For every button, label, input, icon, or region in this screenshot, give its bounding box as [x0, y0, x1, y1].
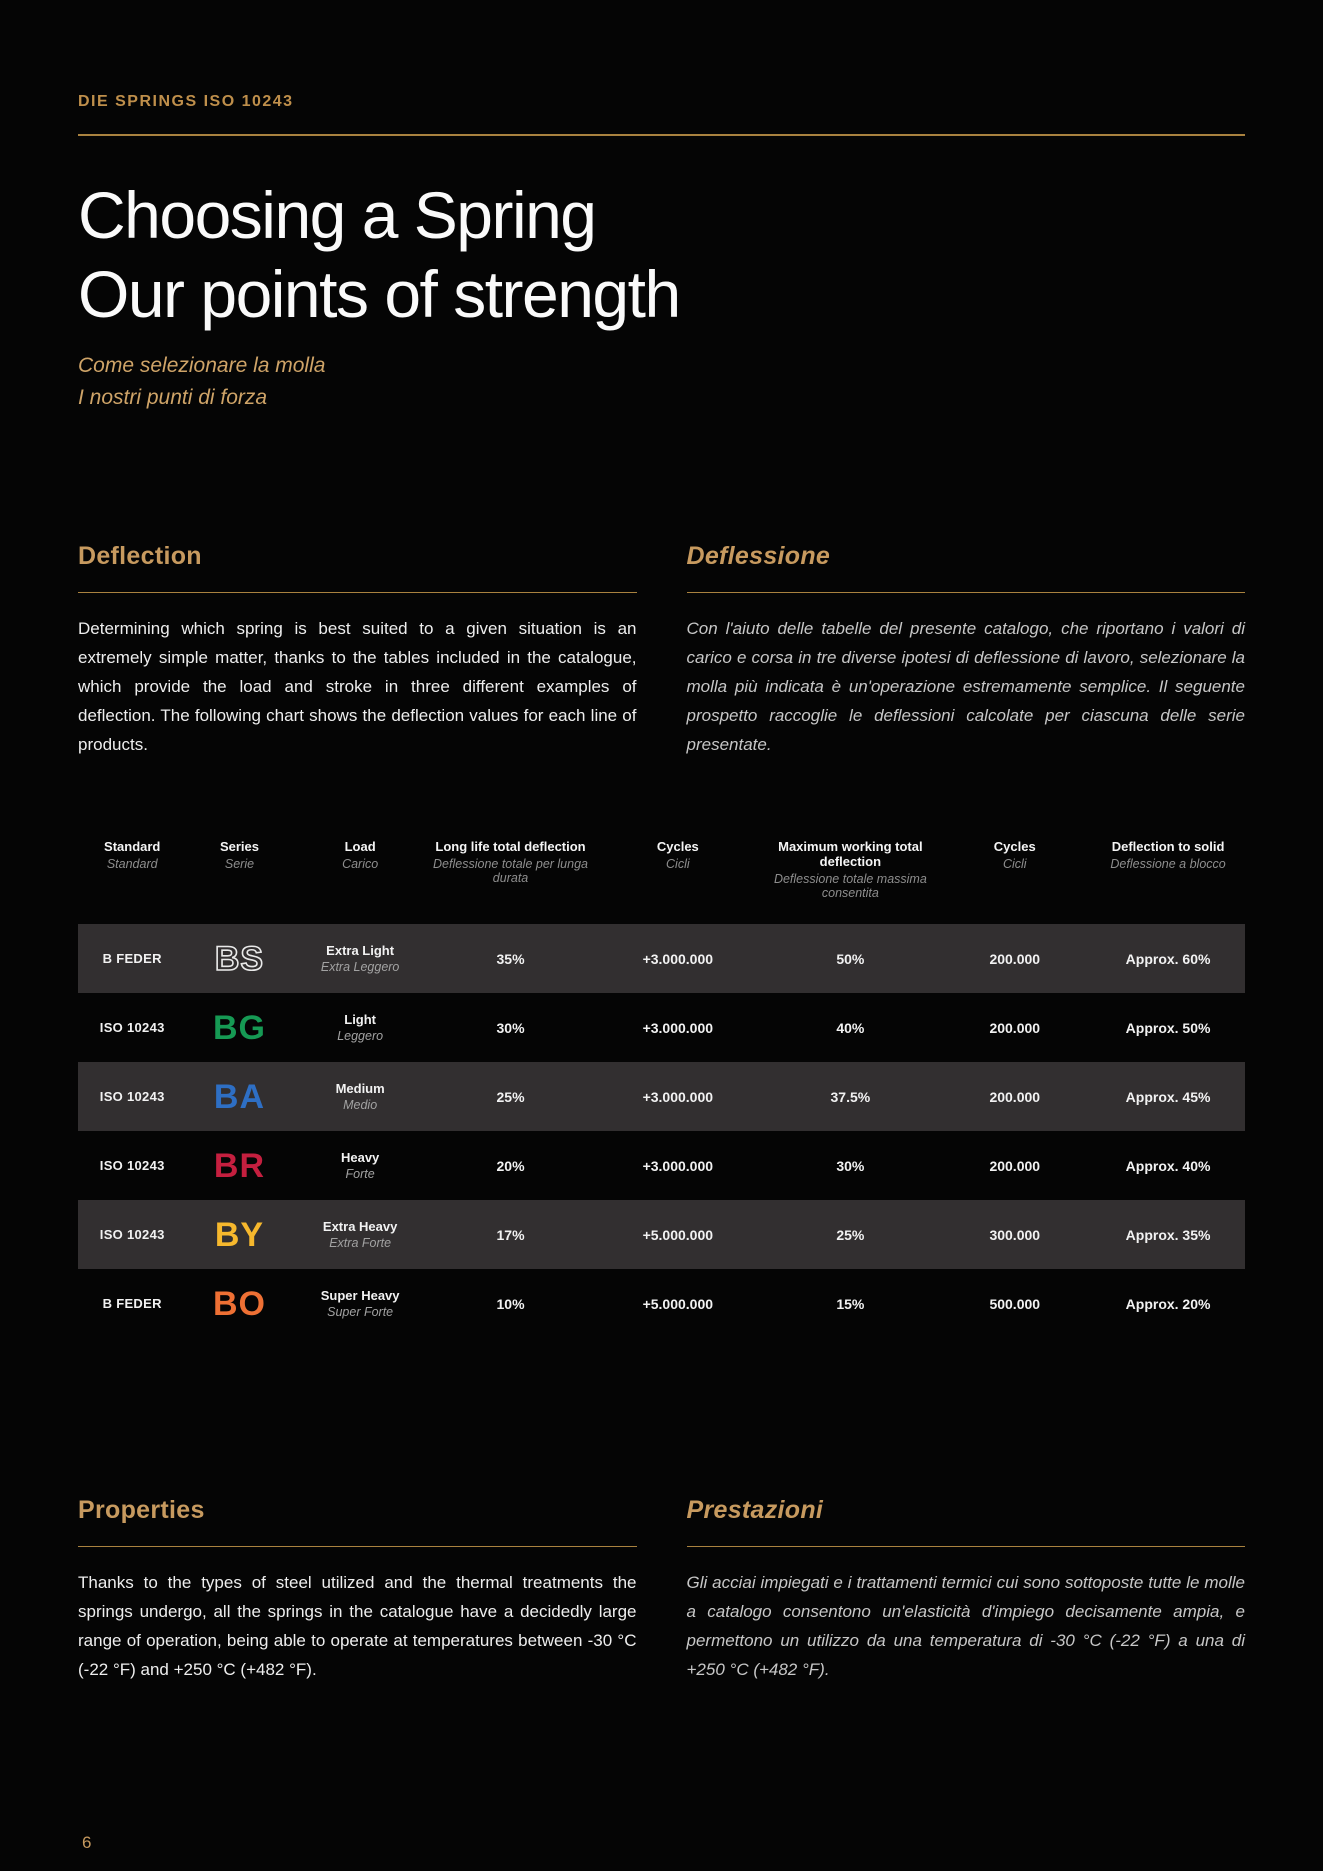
- cycles-max-value: 200.000: [989, 1019, 1041, 1036]
- col-header-cycles-long-life: Cycles Cicli: [656, 839, 699, 872]
- standard-value: ISO 10243: [99, 1089, 165, 1105]
- deflection-heading-it: Deflessione: [686, 542, 831, 571]
- table-row-bg: [78, 993, 1245, 1062]
- long-life-deflection-value: 25%: [496, 1088, 525, 1105]
- properties-section: [78, 1496, 1245, 1684]
- deflection-to-solid-value: Approx. 20%: [1125, 1295, 1211, 1312]
- load-it: Extra Leggero: [320, 960, 400, 975]
- page-subtitle-line1: Come selezionare la molla: [78, 354, 326, 378]
- header-rule: [78, 134, 1245, 136]
- table-row-by: [78, 1200, 1245, 1269]
- max-working-deflection-value: 25%: [836, 1226, 865, 1243]
- max-working-deflection-value: 40%: [836, 1019, 865, 1036]
- long-life-deflection-value: 30%: [496, 1019, 525, 1036]
- col-header-max-working-deflection: Maximum working total deflection Deflessione totale massima consentita: [773, 839, 927, 901]
- standard-value: ISO 10243: [99, 1158, 165, 1174]
- deflection-table: [78, 839, 1245, 1338]
- deflection-en-column: [78, 542, 637, 759]
- deflection-section: [78, 542, 1245, 759]
- series-badge-bs: BS: [214, 939, 265, 978]
- load-en: Extra Heavy: [322, 1219, 398, 1235]
- standard-value: B FEDER: [102, 1296, 162, 1312]
- standard-value: ISO 10243: [99, 1227, 165, 1243]
- properties-heading-it: Prestazioni: [686, 1496, 824, 1525]
- properties-rule-it: [687, 1546, 1246, 1547]
- properties-body-en: Thanks to the types of steel utilized and the thermal treatments the springs undergo, all the springs in the catalogue have a decidedly large range of operation, being able to operate at temperatures between -30 °C (-22 °F) and +250 °C (+482 °F).: [78, 1573, 637, 1680]
- deflection-to-solid-value: Approx. 35%: [1125, 1226, 1211, 1243]
- max-working-deflection-value: 30%: [836, 1157, 865, 1174]
- col-header-load: Load Carico: [342, 839, 379, 872]
- series-badge-bg: BG: [212, 1008, 266, 1047]
- standard-value: ISO 10243: [99, 1020, 165, 1036]
- cycles-long-value: +5.000.000: [642, 1226, 714, 1243]
- table-header-row: [78, 839, 1245, 900]
- cycles-max-value: 500.000: [989, 1295, 1041, 1312]
- deflection-it-column: [687, 542, 1246, 759]
- properties-body-it: Gli acciai impiegati e i trattamenti termici cui sono sottoposte tutte le molle a catalogo consentono un'elasticità d'impiego decisamente ampia, e permettono un utilizzo da una temperatura di -30 °C (-22 °F) a una di +250 °C (+482 °F).: [686, 1573, 1245, 1680]
- col-header-series: Series Serie: [219, 839, 259, 872]
- deflection-rule-it: [687, 592, 1246, 593]
- cycles-max-value: 200.000: [989, 950, 1041, 967]
- table-row-bs: [78, 924, 1245, 993]
- long-life-deflection-value: 20%: [496, 1157, 525, 1174]
- page-title-line2: Our points of strength: [78, 257, 680, 332]
- load-en: Extra Light: [326, 943, 395, 959]
- table-row-br: [78, 1131, 1245, 1200]
- standard-value: B FEDER: [102, 951, 162, 967]
- load-it: Forte: [345, 1167, 375, 1182]
- page-title: [78, 176, 1245, 334]
- max-working-deflection-value: 15%: [836, 1295, 865, 1312]
- max-working-deflection-value: 37.5%: [830, 1088, 871, 1105]
- deflection-rule-en: [78, 592, 637, 593]
- load-en: Light: [344, 1012, 377, 1028]
- load-en: Heavy: [340, 1150, 380, 1166]
- load-it: Super Forte: [327, 1305, 394, 1320]
- cycles-max-value: 200.000: [989, 1088, 1041, 1105]
- load-en: Medium: [335, 1081, 385, 1097]
- series-badge-by: BY: [214, 1215, 265, 1254]
- page-subtitle: [78, 350, 1245, 414]
- table-row-bo: [78, 1269, 1245, 1338]
- series-badge-br: BR: [213, 1146, 266, 1185]
- cycles-max-value: 300.000: [989, 1226, 1041, 1243]
- deflection-to-solid-value: Approx. 40%: [1125, 1157, 1211, 1174]
- properties-en-column: [78, 1496, 637, 1684]
- deflection-to-solid-value: Approx. 60%: [1125, 950, 1211, 967]
- col-header-standard: Standard Standard: [104, 839, 161, 872]
- load-it: Extra Forte: [329, 1236, 392, 1251]
- series-badge-ba: BA: [213, 1077, 266, 1116]
- deflection-body-it: Con l'aiuto delle tabelle del presente catalogo, che riportano i valori di carico e corsa in tre diverse ipotesi di deflessione di lavoro, selezionare la molla più indicata è un'operazione estremamente semplice. Il seguente prospetto raccoglie le deflessioni calcolate per ciascuna delle serie presentate.: [686, 619, 1245, 755]
- page-title-line1: Choosing a Spring: [78, 178, 596, 252]
- long-life-deflection-value: 10%: [496, 1295, 525, 1312]
- page-number: 6: [82, 1833, 92, 1852]
- page-kicker: DIE SPRINGS ISO 10243: [78, 93, 294, 110]
- long-life-deflection-value: 35%: [496, 950, 525, 967]
- long-life-deflection-value: 17%: [496, 1226, 525, 1243]
- cycles-max-value: 200.000: [989, 1157, 1041, 1174]
- page-subtitle-line2: I nostri punti di forza: [78, 386, 268, 410]
- properties-it-column: [687, 1496, 1246, 1684]
- max-working-deflection-value: 50%: [836, 950, 865, 967]
- deflection-to-solid-value: Approx. 45%: [1125, 1088, 1211, 1105]
- cycles-long-value: +3.000.000: [642, 950, 714, 967]
- col-header-long-life-deflection: Long life total deflection Deflessione totale per lunga durata: [433, 839, 588, 886]
- load-it: Leggero: [337, 1029, 384, 1044]
- deflection-heading-en: Deflection: [78, 542, 202, 571]
- table-row-ba: [78, 1062, 1245, 1131]
- cycles-long-value: +3.000.000: [642, 1157, 714, 1174]
- cycles-long-value: +3.000.000: [642, 1019, 714, 1036]
- cycles-long-value: +5.000.000: [642, 1295, 714, 1312]
- cycles-long-value: +3.000.000: [642, 1088, 714, 1105]
- col-header-cycles-max: Cycles Cicli: [993, 839, 1036, 872]
- series-badge-bo: BO: [212, 1284, 266, 1323]
- properties-heading-en: Properties: [78, 1496, 205, 1525]
- load-it: Medio: [343, 1098, 378, 1113]
- load-en: Super Heavy: [320, 1288, 400, 1304]
- col-header-deflection-to-solid: Deflection to solid Deflessione a blocco: [1110, 839, 1226, 872]
- deflection-to-solid-value: Approx. 50%: [1125, 1019, 1211, 1036]
- deflection-body-en: Determining which spring is best suited to a given situation is an extremely simple matter, thanks to the tables included in the catalogue, which provide the load and stroke in three different examples of deflection. The following chart shows the deflection values for each line of products.: [78, 619, 637, 755]
- properties-rule-en: [78, 1546, 637, 1547]
